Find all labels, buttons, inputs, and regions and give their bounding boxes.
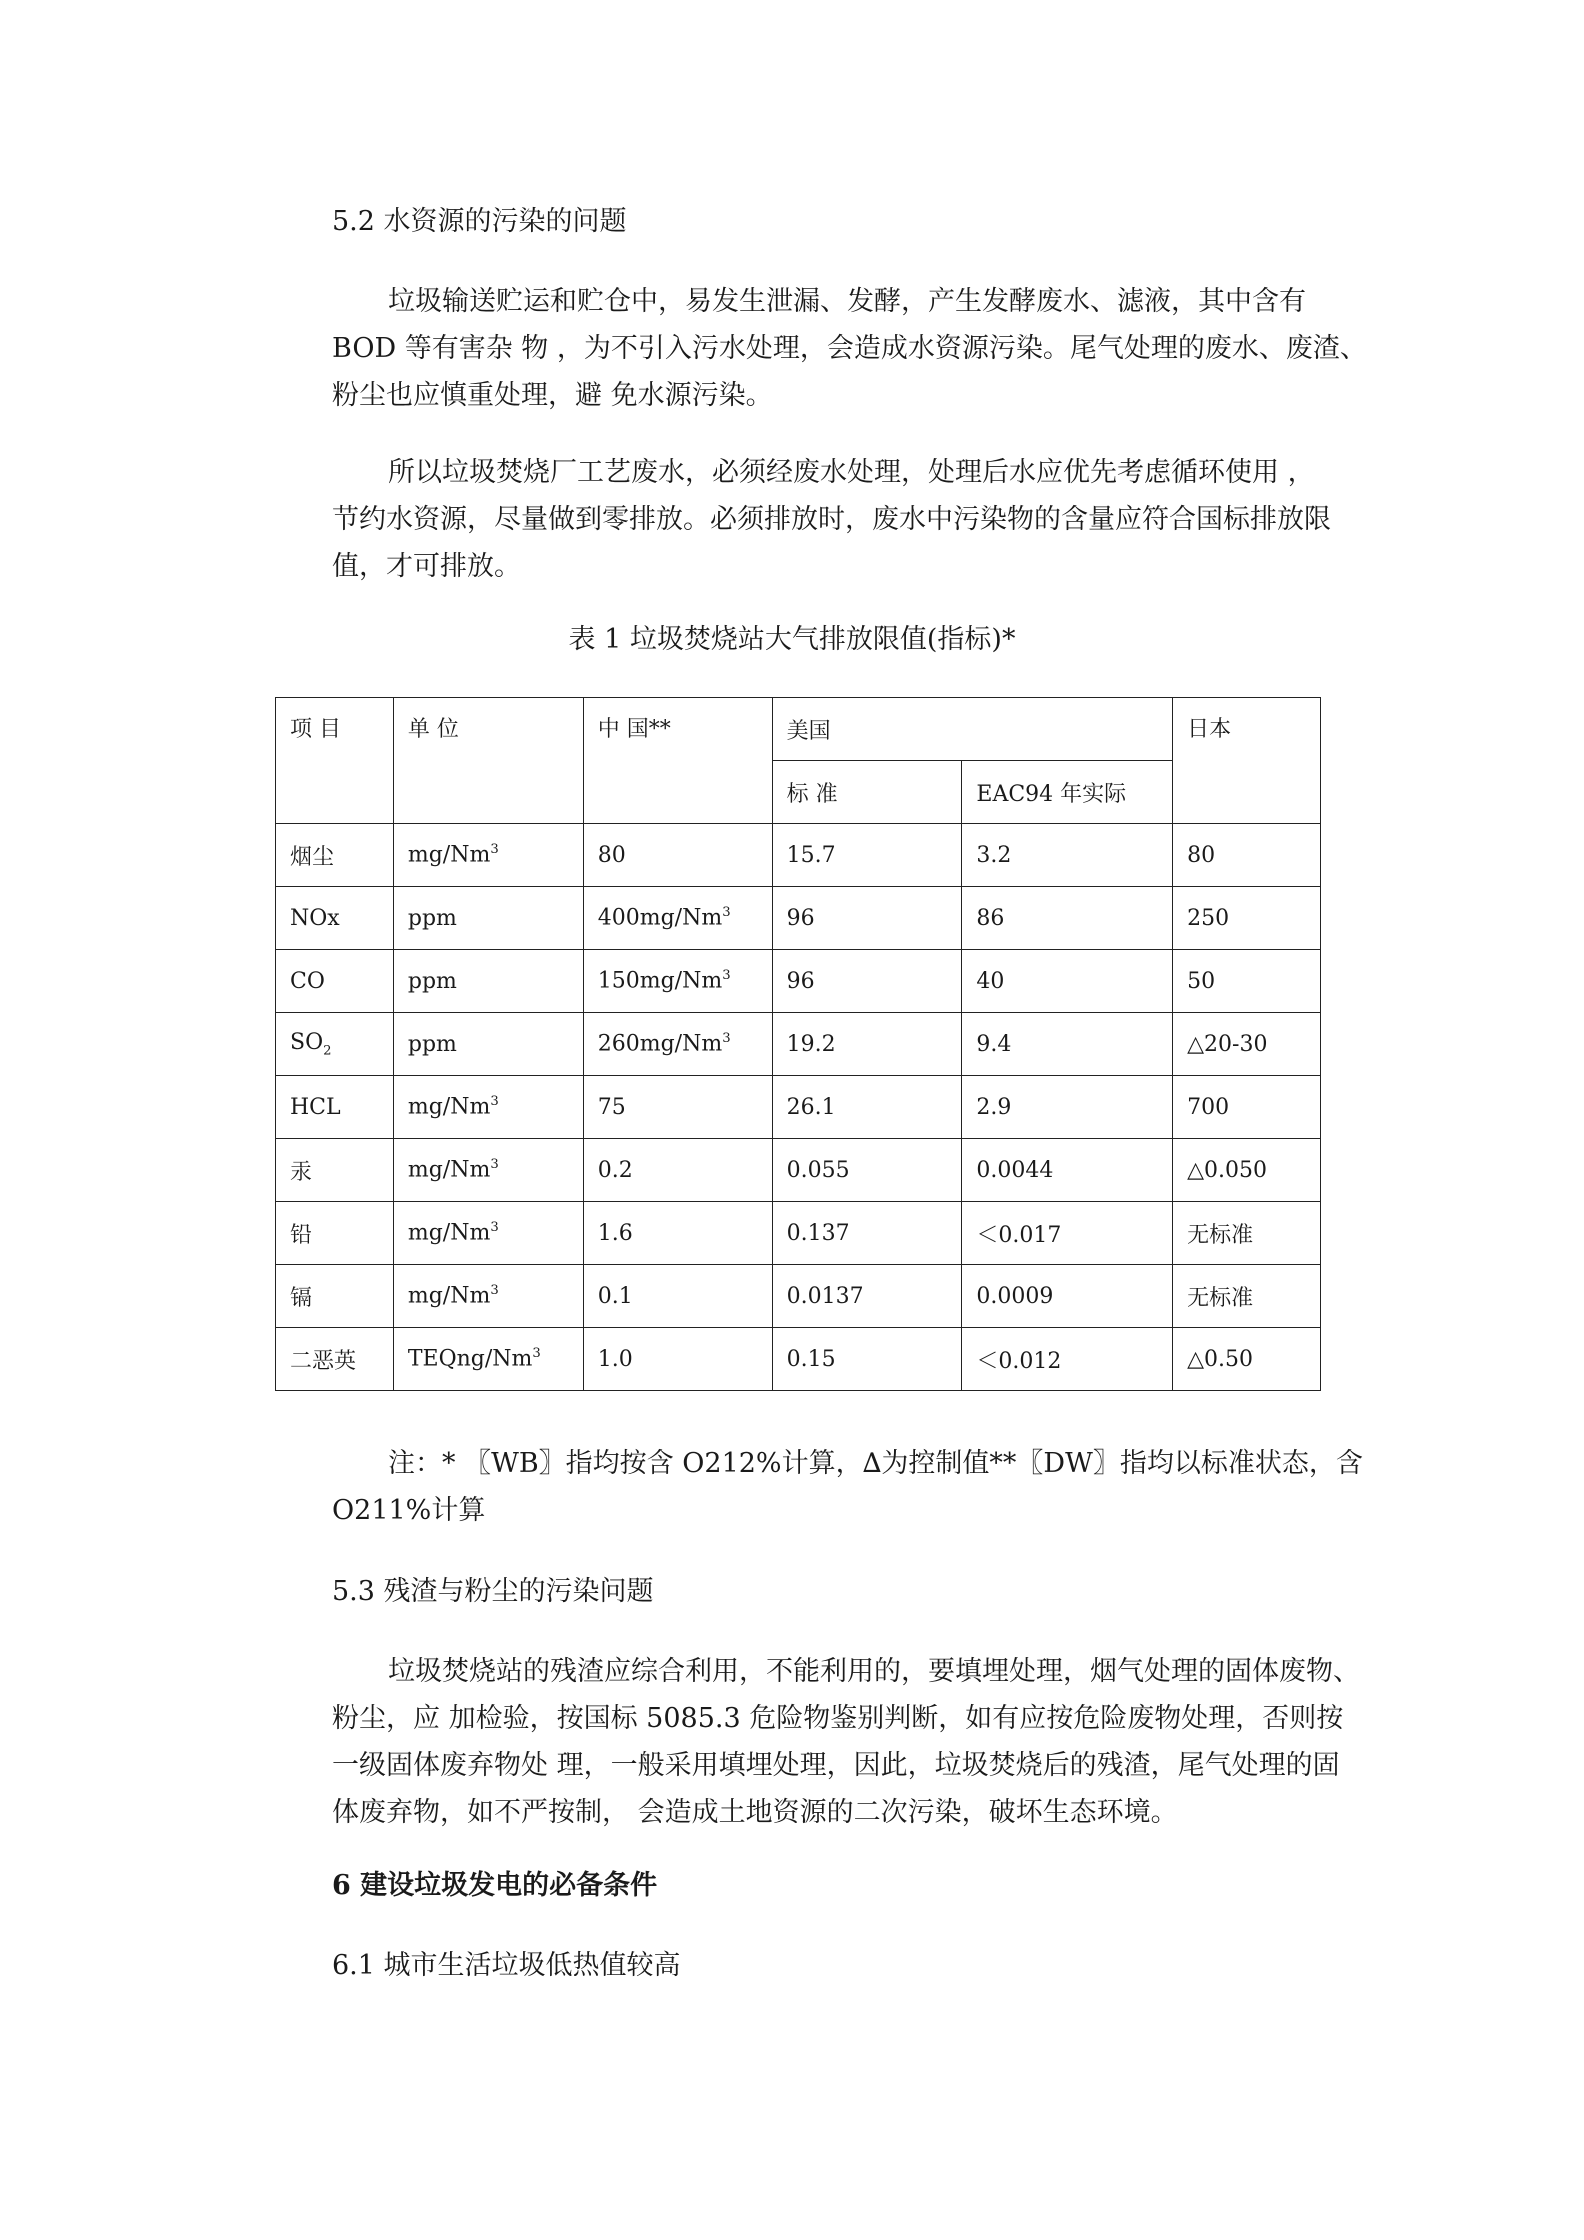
cell-usa-standard: [772, 1202, 962, 1265]
cell-japan: [1173, 1139, 1321, 1202]
cell-china: [583, 1076, 772, 1139]
cell-usa-standard: [772, 887, 962, 950]
cell-japan-text: 无标准: [1187, 1285, 1254, 1311]
paragraph-water-pollution: [332, 278, 1367, 419]
cell-china-text: 1.0: [597, 1346, 633, 1372]
cell-item-text: 烟尘: [290, 844, 335, 870]
cell-unit: [393, 950, 583, 1013]
header-china: 中 国**: [583, 698, 772, 824]
header-japan: 日本: [1173, 698, 1321, 824]
table-header-row: [276, 698, 1321, 761]
cell-japan-text: 50: [1187, 968, 1216, 994]
paragraph-line: 粉尘也应慎重处理，避 免水源污染。: [332, 380, 773, 411]
cell-usa-actual-text: 0.0044: [976, 1157, 1054, 1183]
paragraph-line: 一级固体废弃物处 理，一般采用填埋处理，因此，垃圾焚烧后的残渣，尾气处理的固: [332, 1750, 1340, 1781]
cell-usa-standard-text: 19.2: [786, 1031, 836, 1057]
cell-usa-actual: [962, 1139, 1173, 1202]
section-heading-6: 6 建设垃圾发电的必备条件: [332, 1870, 658, 1901]
cell-unit-supscript: 3: [490, 1283, 499, 1299]
table-row: [276, 1265, 1321, 1328]
cell-item: [276, 1139, 394, 1202]
cell-japan-text: △0.50: [1187, 1346, 1253, 1372]
section-heading-5-2: 5.2 水资源的污染的问题: [332, 206, 627, 237]
cell-usa-standard-text: 26.1: [786, 1094, 836, 1120]
paragraph-line: 粉尘，应 加检验，按国标 5085.3 危险物鉴别判断，如有应按危险废物处理，否则按: [332, 1703, 1344, 1734]
cell-unit-text: mg/Nm: [407, 842, 491, 868]
cell-usa-actual: [962, 824, 1173, 887]
table-note: [332, 1440, 1363, 1534]
cell-usa-standard: [772, 1328, 962, 1391]
paragraph-line: 所以垃圾焚烧厂工艺废水，必须经废水处理，处理后水应优先考虑循环使用 ，: [388, 457, 1315, 488]
cell-unit-text: mg/Nm: [407, 1220, 491, 1246]
table-row: [276, 1202, 1321, 1265]
section-heading-5-3: 5.3 残渣与粉尘的污染问题: [332, 1576, 654, 1607]
cell-item: [276, 1013, 394, 1076]
cell-japan: [1173, 1265, 1321, 1328]
cell-unit-text: TEQng/Nm: [407, 1346, 533, 1372]
cell-china: [583, 1013, 772, 1076]
cell-usa-actual-text: ＜0.012: [976, 1348, 1062, 1374]
paragraph-line: 值，才可排放。: [332, 551, 521, 582]
cell-usa-actual-text: 9.4: [976, 1031, 1012, 1057]
paragraph-line: BOD 等有害杂 物 ，为不引入污水处理，会造成水资源污染。尾气处理的废水、废渣、: [332, 333, 1367, 364]
cell-china: [583, 887, 772, 950]
header-item: 项 目: [276, 698, 394, 824]
cell-item: [276, 1265, 394, 1328]
paragraph-line: 垃圾输送贮运和贮仓中，易发生泄漏、发酵，产生发酵废水、滤液，其中含有: [388, 286, 1306, 317]
cell-usa-actual-text: 3.2: [976, 842, 1012, 868]
cell-japan-text: 250: [1187, 905, 1230, 931]
cell-unit-text: ppm: [407, 1031, 457, 1057]
cell-item: [276, 824, 394, 887]
cell-usa-standard-text: 15.7: [786, 842, 836, 868]
cell-china-supscript: 3: [722, 968, 731, 984]
cell-unit: [393, 1139, 583, 1202]
table-row: [276, 1076, 1321, 1139]
paragraph-line: 垃圾焚烧站的残渣应综合利用，不能利用的，要填埋处理，烟气处理的固体废物、: [388, 1656, 1360, 1687]
cell-china: [583, 1202, 772, 1265]
cell-usa-standard-text: 0.0137: [786, 1283, 864, 1309]
cell-item-text: 汞: [290, 1159, 313, 1185]
cell-china-text: 260mg/Nm: [597, 1031, 723, 1057]
note-line: 注：* 〖WB〗指均按含 O212%计算，∆为控制值**〖DW〗指均以标准状态，含: [388, 1448, 1363, 1479]
cell-japan-text: 700: [1187, 1094, 1230, 1120]
cell-item: [276, 950, 394, 1013]
paragraph-wastewater: [332, 449, 1331, 590]
cell-item: [276, 887, 394, 950]
cell-unit: [393, 1202, 583, 1265]
cell-unit-supscript: 3: [490, 842, 499, 858]
cell-usa-standard-text: 0.055: [786, 1157, 850, 1183]
table-row: [276, 824, 1321, 887]
cell-usa-standard-text: 96: [786, 905, 815, 931]
cell-unit-text: mg/Nm: [407, 1157, 491, 1183]
cell-item-text: NOx: [290, 905, 340, 931]
cell-unit-text: mg/Nm: [407, 1094, 491, 1120]
cell-usa-actual-text: 86: [976, 905, 1005, 931]
cell-item-text: HCL: [290, 1094, 341, 1120]
cell-usa-actual: [962, 1328, 1173, 1391]
cell-japan: [1173, 1328, 1321, 1391]
cell-china-text: 150mg/Nm: [597, 968, 723, 994]
cell-china: [583, 1139, 772, 1202]
cell-unit-text: ppm: [407, 905, 457, 931]
header-usa: 美国: [772, 698, 1172, 761]
cell-usa-actual-text: 0.0009: [976, 1283, 1054, 1309]
paragraph-line: 节约水资源，尽量做到零排放。必须排放时，废水中污染物的含量应符合国标排放限: [332, 504, 1331, 535]
cell-item-text: 二恶英: [290, 1348, 357, 1374]
cell-japan-text: 无标准: [1187, 1222, 1254, 1248]
cell-item-text: SO: [290, 1029, 324, 1055]
cell-usa-actual: [962, 950, 1173, 1013]
section-heading-6-1: 6.1 城市生活垃圾低热值较高: [332, 1950, 681, 1981]
cell-usa-standard-text: 96: [786, 968, 815, 994]
cell-usa-standard: [772, 824, 962, 887]
paragraph-residue: [332, 1648, 1360, 1836]
cell-item-text: CO: [290, 968, 325, 994]
cell-china: [583, 824, 772, 887]
cell-unit: [393, 1013, 583, 1076]
cell-item: [276, 1328, 394, 1391]
cell-japan: [1173, 887, 1321, 950]
cell-item: [276, 1202, 394, 1265]
cell-usa-standard: [772, 1265, 962, 1328]
cell-usa-actual-text: 2.9: [976, 1094, 1012, 1120]
emission-limits-table: [275, 697, 1321, 1391]
cell-china-text: 1.6: [597, 1220, 633, 1246]
cell-japan: [1173, 824, 1321, 887]
cell-unit-supscript: 3: [490, 1094, 499, 1110]
cell-unit: [393, 1076, 583, 1139]
cell-china: [583, 950, 772, 1013]
cell-unit-text: mg/Nm: [407, 1283, 491, 1309]
cell-item: [276, 1076, 394, 1139]
cell-usa-actual: [962, 1202, 1173, 1265]
header-usa-actual: EAC94 年实际: [962, 761, 1173, 824]
cell-usa-standard: [772, 1076, 962, 1139]
cell-china: [583, 1265, 772, 1328]
table-row: [276, 887, 1321, 950]
cell-japan-text: 80: [1187, 842, 1216, 868]
cell-usa-standard: [772, 1139, 962, 1202]
cell-item-text: 铅: [290, 1222, 313, 1248]
cell-item-text: 镉: [290, 1285, 313, 1311]
cell-japan-text: △20-30: [1187, 1031, 1268, 1057]
cell-usa-actual: [962, 1076, 1173, 1139]
cell-unit-text: ppm: [407, 968, 457, 994]
table-row: [276, 1013, 1321, 1076]
cell-china-text: 400mg/Nm: [597, 905, 723, 931]
cell-japan: [1173, 1076, 1321, 1139]
header-usa-standard: 标 准: [772, 761, 962, 824]
cell-china: [583, 1328, 772, 1391]
cell-unit: [393, 887, 583, 950]
cell-japan: [1173, 950, 1321, 1013]
cell-usa-standard-text: 0.15: [786, 1346, 836, 1372]
cell-china-supscript: 3: [722, 905, 731, 921]
cell-japan: [1173, 1202, 1321, 1265]
cell-usa-standard: [772, 950, 962, 1013]
cell-usa-standard-text: 0.137: [786, 1220, 850, 1246]
cell-china-text: 80: [597, 842, 626, 868]
cell-usa-actual-text: 40: [976, 968, 1005, 994]
cell-usa-actual: [962, 1265, 1173, 1328]
paragraph-line: 体废弃物，如不严按制， 会造成土地资源的二次污染，破坏生态环境。: [332, 1797, 1178, 1828]
cell-unit: [393, 1328, 583, 1391]
cell-china-text: 75: [597, 1094, 626, 1120]
header-unit: 单 位: [393, 698, 583, 824]
cell-usa-actual: [962, 1013, 1173, 1076]
cell-usa-actual-text: ＜0.017: [976, 1222, 1062, 1248]
cell-unit: [393, 824, 583, 887]
cell-unit: [393, 1265, 583, 1328]
cell-usa-standard: [772, 1013, 962, 1076]
table-caption: 表 1 垃圾焚烧站大气排放限值(指标)*: [568, 624, 1016, 655]
table-row: [276, 1328, 1321, 1391]
cell-china-text: 0.2: [597, 1157, 633, 1183]
cell-unit-supscript: 3: [532, 1346, 541, 1362]
cell-unit-supscript: 3: [490, 1220, 499, 1236]
cell-japan: [1173, 1013, 1321, 1076]
cell-china-text: 0.1: [597, 1283, 633, 1309]
cell-japan-text: △0.050: [1187, 1157, 1267, 1183]
cell-item-subscript: 2: [323, 1043, 332, 1059]
table-row: [276, 1139, 1321, 1202]
cell-china-supscript: 3: [722, 1031, 731, 1047]
note-line: O211%计算: [332, 1495, 486, 1526]
cell-usa-actual: [962, 887, 1173, 950]
table-row: [276, 950, 1321, 1013]
cell-unit-supscript: 3: [490, 1157, 499, 1173]
